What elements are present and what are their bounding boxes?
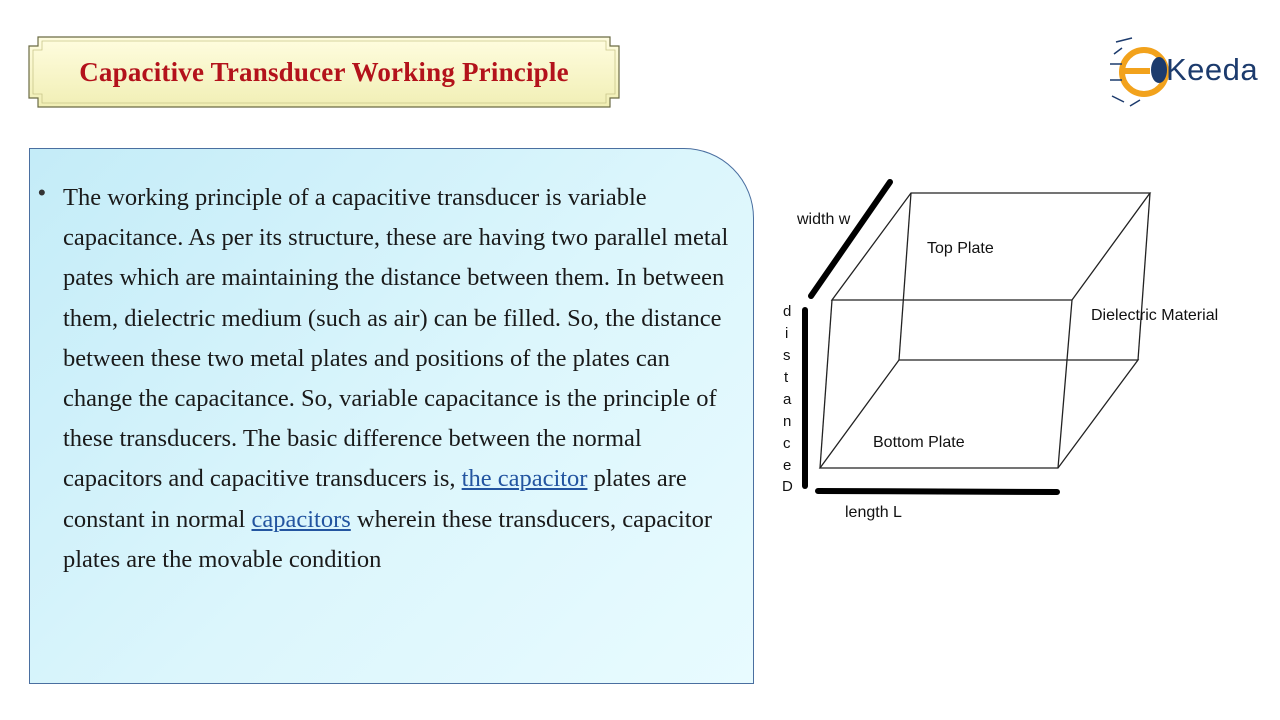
cuboid-outline bbox=[820, 193, 1150, 468]
bullet-marker: • bbox=[38, 180, 46, 205]
distance-label bbox=[782, 303, 793, 495]
top-plate-label: Top Plate bbox=[927, 240, 994, 257]
distance-letter: e bbox=[783, 457, 792, 474]
distance-letter: s bbox=[783, 347, 791, 364]
logo-wordmark: Keeda bbox=[1166, 52, 1259, 87]
distance-letter: a bbox=[783, 391, 792, 408]
body-paragraph bbox=[63, 178, 743, 580]
width-dimension-line bbox=[811, 182, 890, 296]
body-text-3: wherein these transducers, capacitor plates are the movable condition bbox=[63, 505, 713, 573]
title-banner bbox=[28, 36, 620, 108]
page-title: Capacitive Transducer Working Principle bbox=[79, 56, 569, 87]
length-dimension-line bbox=[818, 491, 1057, 492]
body-text-1: The working principle of a capacitive transducer is variable capacitance. As per its structure, these are having two parallel metal pates which are maintaining the distance between them. In between them, dielectric medium (such as air) can be filled. So, the distance between these two metal plates and positions of the plates can change the capacitance. So, variable capacitance is the principle of these transducers. The basic difference between the normal capacitors and capacitive transducers is, bbox=[63, 184, 729, 493]
bottom-plate-label: Bottom Plate bbox=[873, 434, 965, 451]
length-label: length L bbox=[845, 504, 902, 521]
distance-letter: t bbox=[784, 369, 789, 386]
distance-letter: d bbox=[783, 303, 792, 320]
capacitor-diagram bbox=[770, 170, 1250, 540]
width-label: width w bbox=[797, 211, 851, 228]
dielectric-label: Dielectric Material bbox=[1091, 307, 1219, 324]
link-the-capacitor[interactable]: the capacitor bbox=[461, 465, 588, 493]
distance-letter: i bbox=[785, 325, 789, 342]
distance-letter: D bbox=[782, 478, 793, 495]
distance-letter: c bbox=[783, 435, 791, 452]
body-text-2: plates are constant in normal bbox=[63, 465, 687, 533]
distance-letter: n bbox=[783, 413, 792, 430]
link-capacitors[interactable]: capacitors bbox=[251, 505, 351, 533]
